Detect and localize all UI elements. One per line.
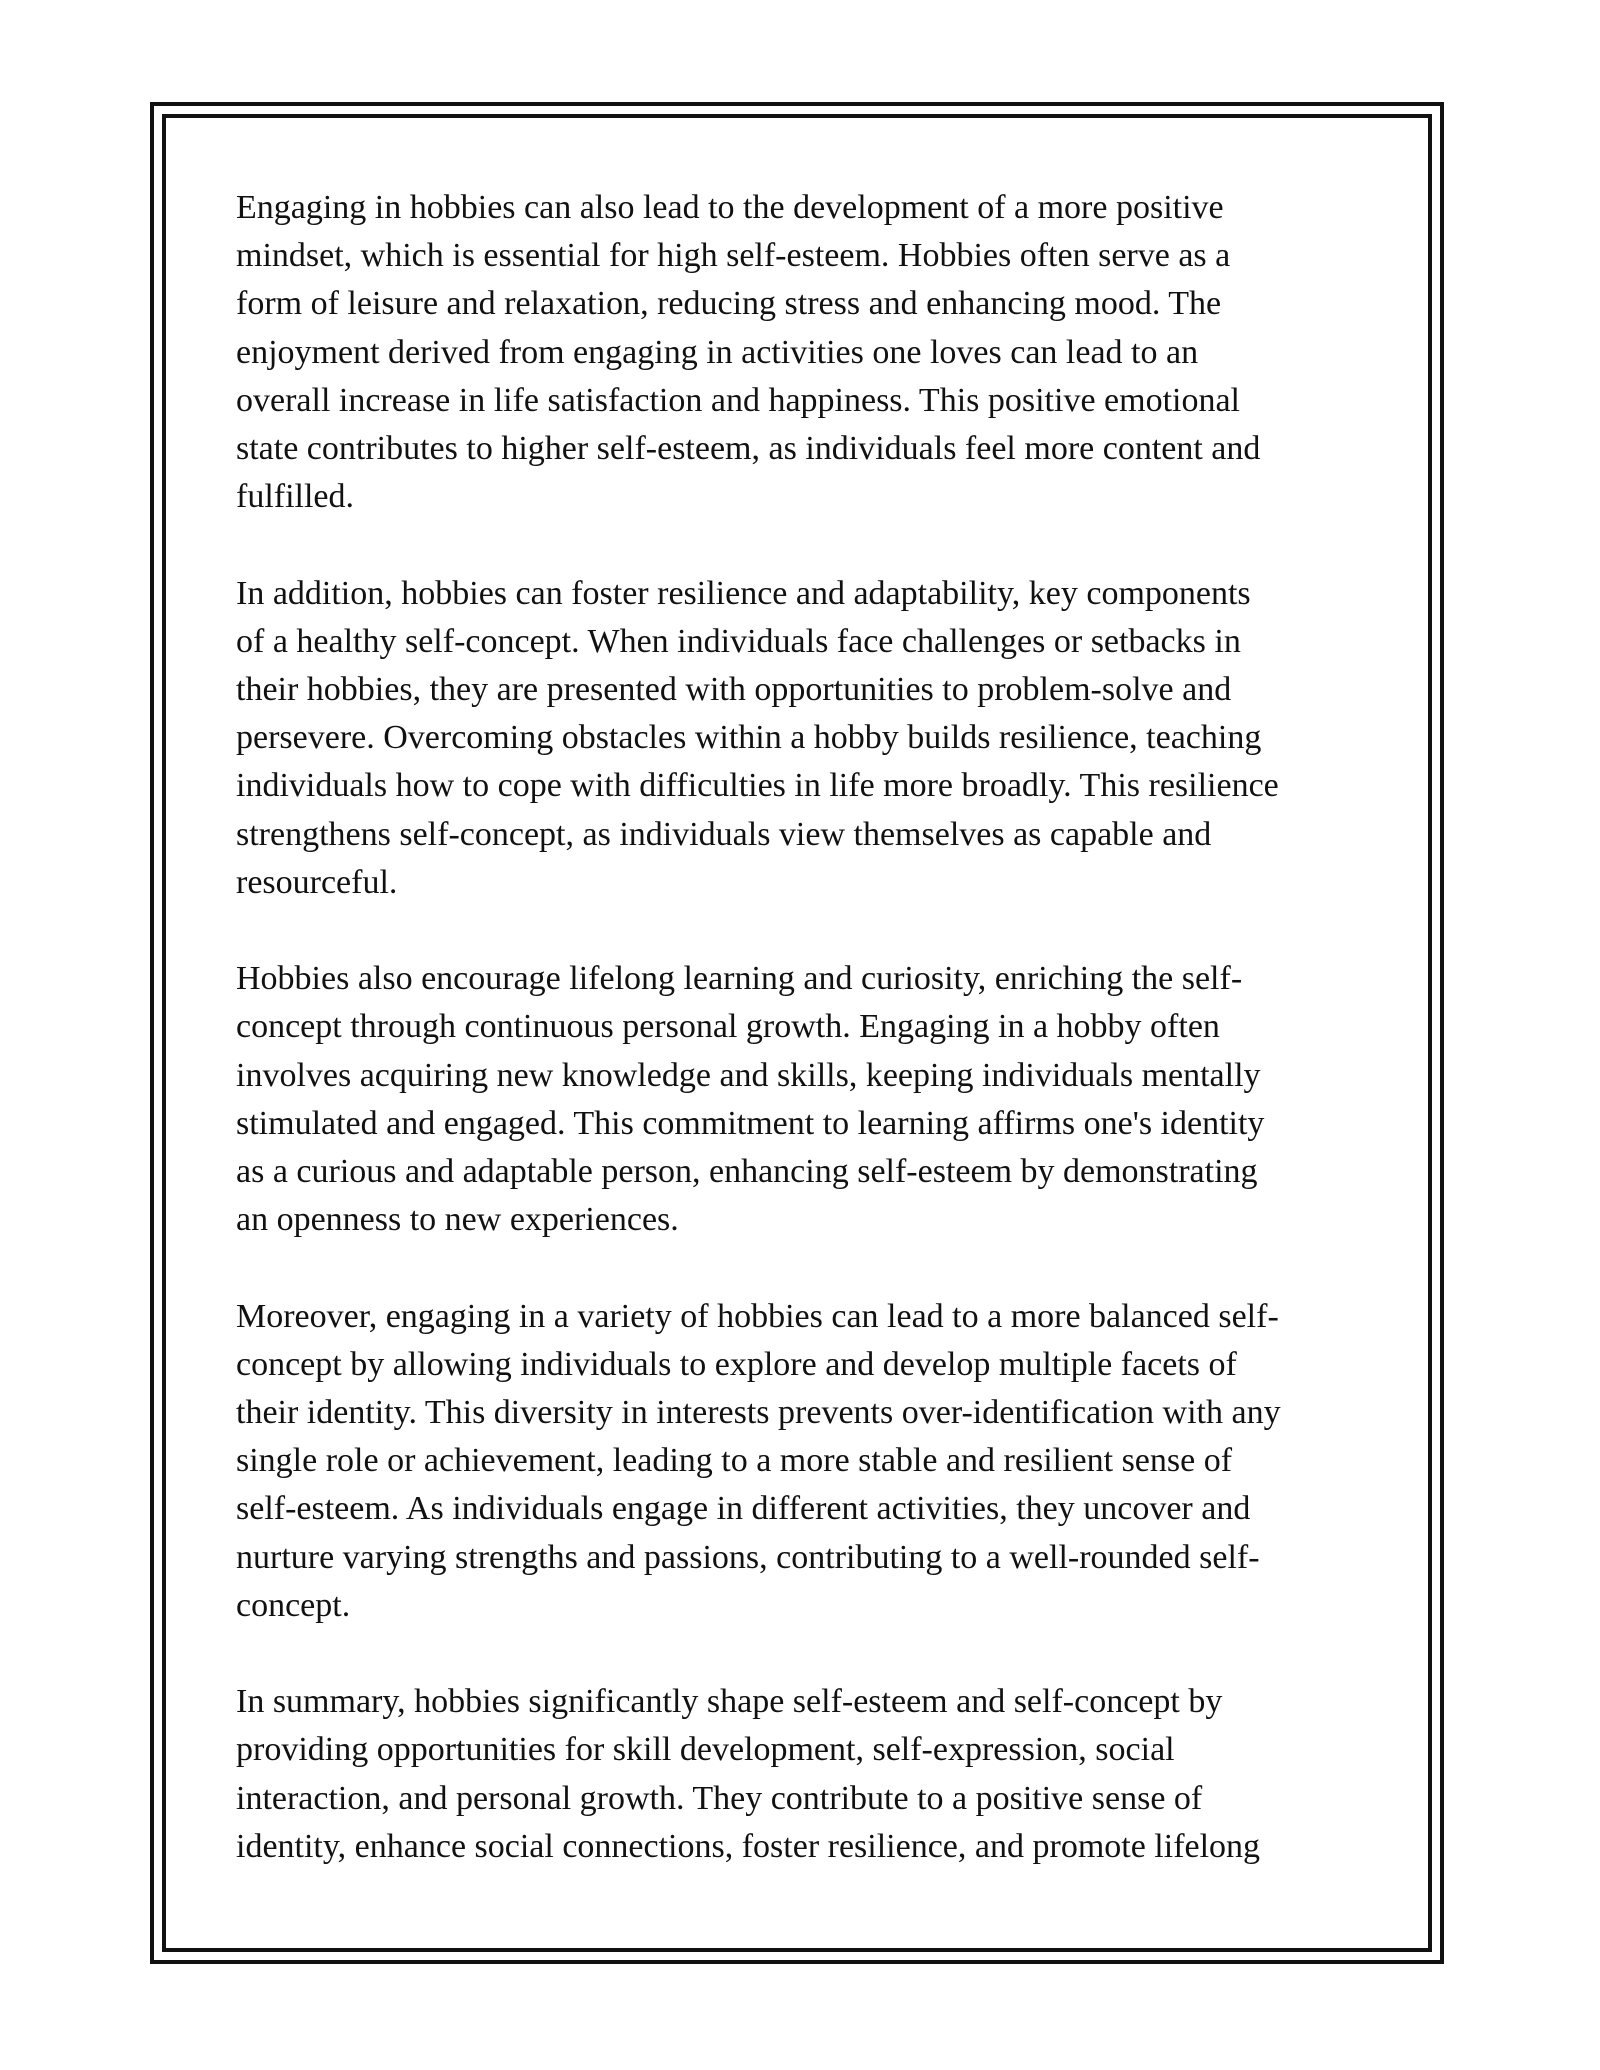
paragraph-summary: In summary, hobbies significantly shape self-esteem and self-concept by providing opportunities for skill development, self-expression, social interaction, and personal growth. They contribute to a positive sense of identity, enhance social connections, foster resilience, and promote lifelong: [236, 1683, 1261, 1865]
paragraph-balance: Moreover, engaging in a variety of hobbies can lead to a more balanced self- concept by allowing individuals to explore and develop multiple facets of their identity. This diversity in interests prevents over-identification with any single role or achievement, leading to a more stable and resilient sense of self-esteem. As individuals engage in different activities, they uncover and nurture varying strengths and passions, contributing to a well-rounded self- concept.: [236, 1297, 1281, 1624]
paragraph-resilience: In addition, hobbies can foster resilience and adaptability, key components of a healthy self-concept. When individuals face challenges or setbacks in their hobbies, they are presented with opportunities to problem-solve and persevere. Overcoming obstacles within a hobby builds resilience, teaching individuals how to cope with difficulties in life more broadly. This resilience strengthens self-concept, as individuals view themselves as capable and resourceful.: [236, 574, 1279, 901]
paragraph-mindset: Engaging in hobbies can also lead to the development of a more positive mindset, which is essential for high self-esteem. Hobbies often serve as a form of leisure and relaxation, reducing stress and enhancing mood. The enjoyment derived from engaging in activities one loves can lead to an overall increase in life satisfaction and happiness. This positive emotional state contributes to higher self-esteem, as individuals feel more content and fulfilled.: [236, 189, 1261, 516]
paragraph-learning: Hobbies also encourage lifelong learning and curiosity, enriching the self- concept through continuous personal growth. Engaging in a hobby often involves acquiring new knowledge and skills, keeping individuals mentally stimulated and engaged. This commitment to learning affirms one's identity as a curious and adaptable person, enhancing self-esteem by demonstrating an openness to new experiences.: [236, 960, 1265, 1239]
document-body: [236, 184, 1368, 1871]
